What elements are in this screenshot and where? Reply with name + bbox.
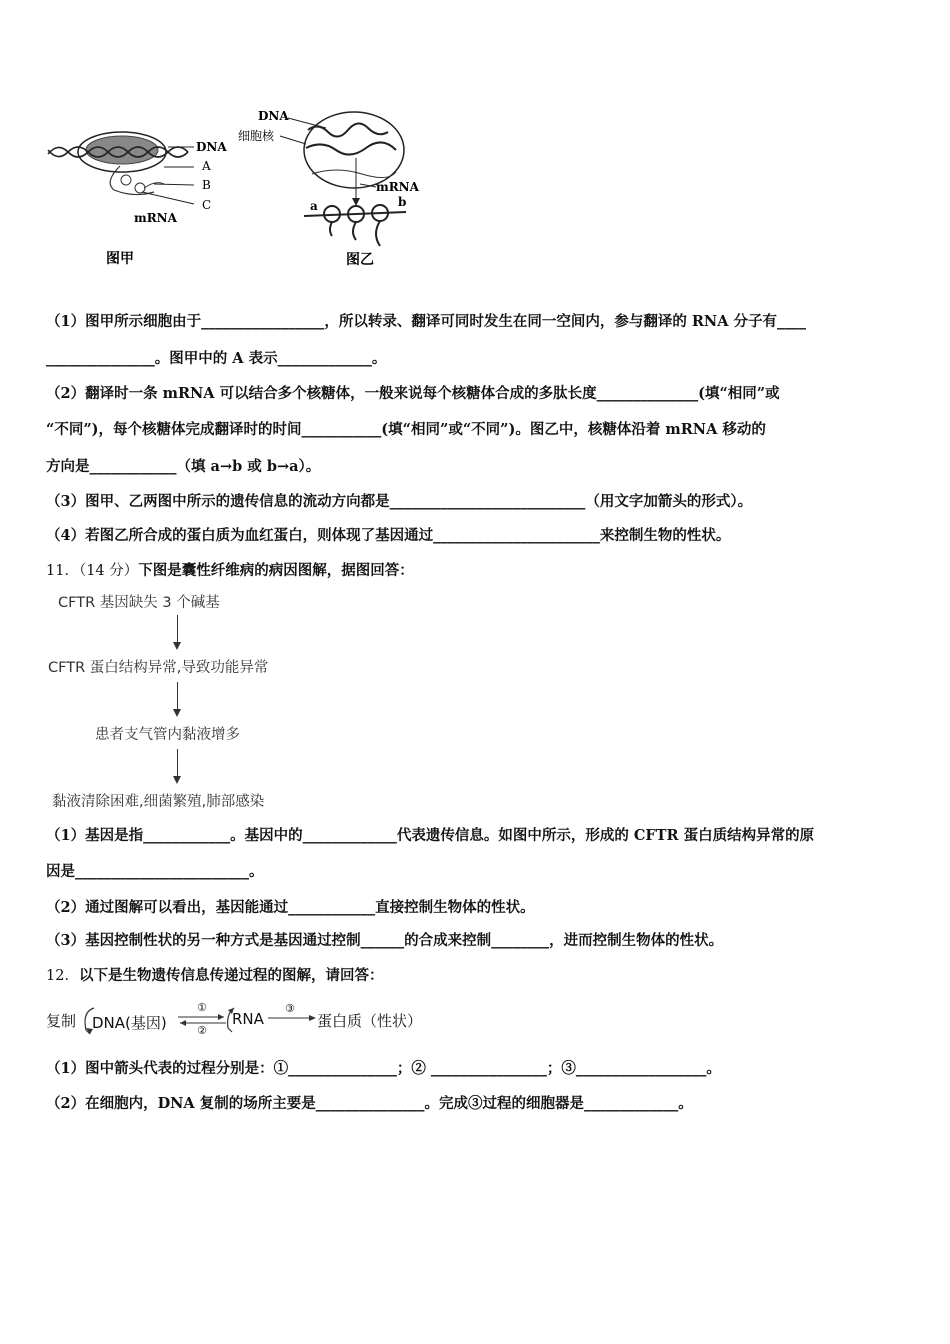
polypeptide (330, 222, 332, 236)
q12-line-1: （1）图中箭头代表的过程分别是：①_______________；② ________________；③__________________。 (46, 1060, 721, 1077)
diagram-circle-3: ③ (285, 1002, 295, 1015)
mrna-strand (110, 166, 154, 195)
flow-arrow-down-icon (177, 749, 178, 782)
q11-heading (46, 561, 916, 581)
figure-jia (44, 122, 234, 272)
q11-stem: 下图是囊性纤维病的病因图解，据图回答： (138, 562, 414, 579)
diagram-circle-1: ① (197, 1001, 207, 1014)
label-c: C (202, 198, 212, 212)
label-mrna: mRNA (376, 180, 419, 194)
q11-number: 11．（14 分） (46, 563, 139, 579)
polypeptide (353, 222, 356, 240)
cytoplasm-mrna (304, 212, 406, 216)
label-dna: DNA (258, 109, 289, 123)
q10-line-1: （1）图甲所示细胞由于_________________，所以转录、翻译可同时发生在同一空间内，参与翻译的 RNA 分子有____ (46, 313, 806, 330)
ribosome (121, 175, 131, 185)
caption-jia: 图甲 (106, 251, 134, 267)
label-mrna: mRNA (134, 211, 177, 225)
label-b: B (202, 178, 211, 192)
q12-stem: 以下是生物遗传信息传递过程的图解，请回答： (78, 967, 384, 984)
q10-line-7: （4）若图乙所合成的蛋白质为血红蛋白，则体现了基因通过_______________________来控制生物的性状。 (46, 527, 731, 544)
flow-step-2: CFTR 蛋白结构异常,导致功能异常 (48, 660, 269, 676)
nucleoid-region (86, 136, 158, 164)
label-line-b (154, 184, 194, 185)
export-arrowhead (352, 198, 360, 206)
label-b: b (398, 195, 407, 209)
diagram-circle-2: ② (197, 1024, 207, 1037)
q12-line-2: （2）在细胞内，DNA 复制的场所主要是_______________。完成③过程的细胞器是_____________。 (46, 1095, 693, 1112)
diagram-dna: DNA(基因) (92, 1014, 167, 1032)
label-a: a (310, 199, 318, 213)
diagram-replicate: 复制 (46, 1012, 77, 1030)
q10-line-2: _______________。图甲中的 A 表示_____________。 (46, 350, 387, 367)
nucleus-mrna (312, 170, 396, 178)
label-nucleus: 细胞核 (238, 129, 275, 143)
flow-step-1: CFTR 基因缺失 3 个碱基 (58, 595, 220, 611)
flow-arrow-down-icon (177, 615, 178, 648)
q10-line-4: “不同”)，每个核糖体完成翻译时的时间___________(填“相同”或“不同”)。图乙中，核糖体沿着 mRNA 移动的 (46, 421, 766, 438)
label-a: A (202, 159, 211, 173)
label-line-nucleus (280, 136, 306, 144)
q11-line-1: （1）基因是指____________。基因中的_____________代表遗传信息。如图中所示，形成的 CFTR 蛋白质结构异常的原 (46, 827, 815, 844)
q11-line-3: （2）通过图解可以看出，基因能通过____________直接控制生物体的性状。 (46, 899, 535, 916)
label-dna: DNA (196, 140, 227, 154)
dna-coil (308, 123, 388, 136)
diagram-rna: RNA (232, 1010, 264, 1028)
q12-heading (46, 966, 916, 986)
flow-step-3: 患者支气管内黏液增多 (95, 727, 240, 743)
flow-step-4: 黏液清除困难,细菌繁殖,肺部感染 (52, 794, 265, 810)
polypeptide (144, 183, 164, 188)
q10-line-5: 方向是____________（填 a→b 或 b→a）。 (46, 458, 321, 475)
right-arrow-icon (268, 1013, 318, 1023)
caption-yi: 图乙 (346, 252, 374, 268)
flow-arrow-down-icon (177, 682, 178, 715)
q10-line-3: （2）翻译时一条 mRNA 可以结合多个核糖体，一般来说每个核糖体合成的多肽长度______________(填“相同”或 (46, 385, 780, 402)
label-line-c (142, 192, 194, 204)
q12-number: 12． (46, 968, 79, 984)
q11-line-2: 因是________________________。 (46, 863, 264, 880)
polypeptide (376, 221, 380, 246)
q11-line-4: （3）基因控制性状的另一种方式是基因通过控制______的合成来控制________，进而控制生物体的性状。 (46, 932, 724, 949)
ribosome (135, 183, 145, 193)
q10-line-6: （3）图甲、乙两图中所示的遗传信息的流动方向都是___________________________（用文字加箭头的形式）。 (46, 493, 753, 510)
diagram-protein: 蛋白质（性状） (317, 1012, 423, 1030)
figure-yi (236, 104, 426, 274)
dna-coil-2 (306, 142, 396, 154)
